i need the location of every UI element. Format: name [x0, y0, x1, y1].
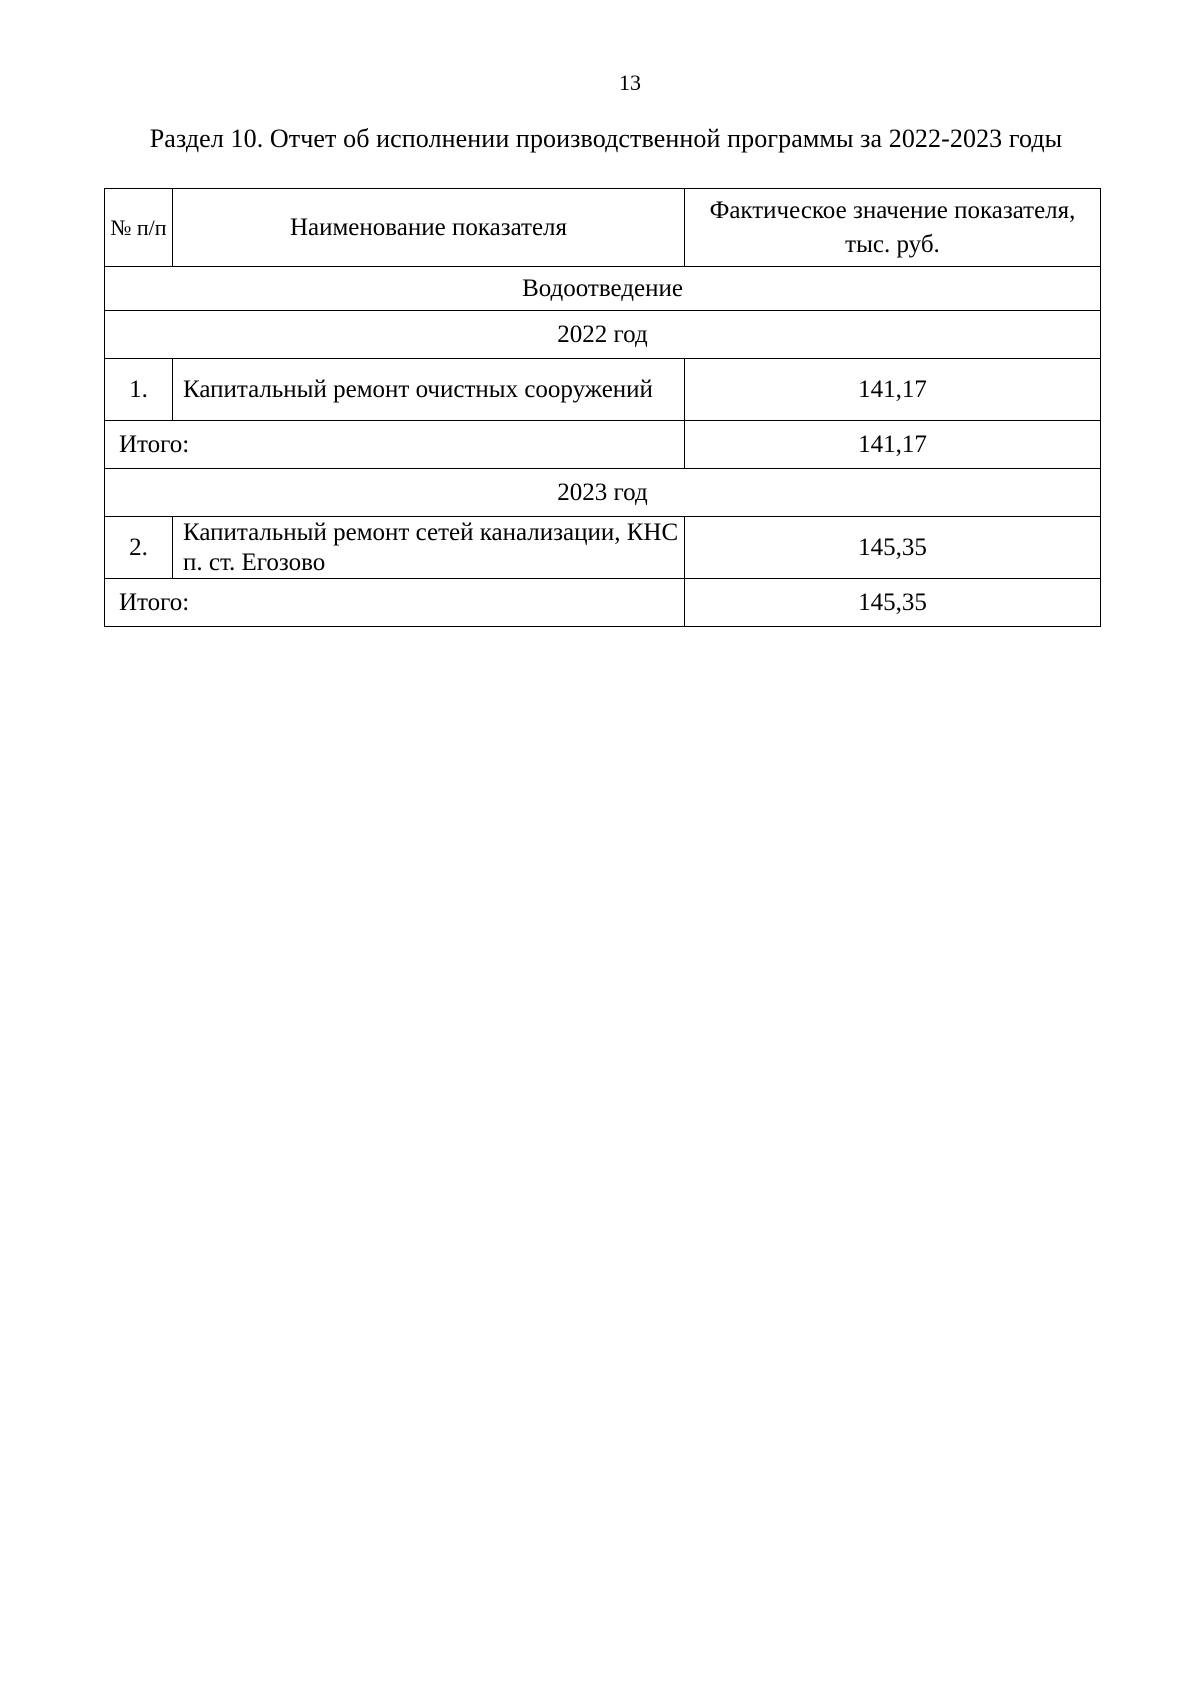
year-row — [105, 469, 1101, 517]
item-name: Капитальный ремонт сетей канализации, КНС п. ст. Егозово — [173, 517, 685, 579]
year-row — [105, 311, 1101, 359]
total-label: Итого: — [105, 579, 685, 627]
header-name: Наименование показателя — [173, 189, 685, 267]
group-row — [105, 267, 1101, 311]
table-row — [105, 517, 1101, 579]
total-label: Итого: — [105, 421, 685, 469]
section-title: Раздел 10. Отчет об исполнении производственной программы за 2022-2023 годы — [149, 124, 1063, 153]
year-label: 2023 год — [105, 469, 1101, 517]
group-label: Водоотведение — [105, 267, 1101, 311]
year-label: 2022 год — [105, 311, 1101, 359]
item-value: 145,35 — [685, 517, 1101, 579]
item-name: Капитальный ремонт очистных сооружений — [173, 359, 685, 421]
item-num: 1. — [105, 359, 173, 421]
header-num: № п/п — [105, 189, 173, 267]
page-number: 13 — [619, 70, 641, 95]
total-row — [105, 579, 1101, 627]
total-value: 145,35 — [685, 579, 1101, 627]
total-value: 141,17 — [685, 421, 1101, 469]
table-header-row — [105, 189, 1101, 267]
report-table — [104, 188, 1101, 627]
table-row — [105, 359, 1101, 421]
total-row — [105, 421, 1101, 469]
header-value: Фактическое значение показателя, тыс. руб. — [685, 189, 1101, 267]
item-value: 141,17 — [685, 359, 1101, 421]
item-num: 2. — [105, 517, 173, 579]
